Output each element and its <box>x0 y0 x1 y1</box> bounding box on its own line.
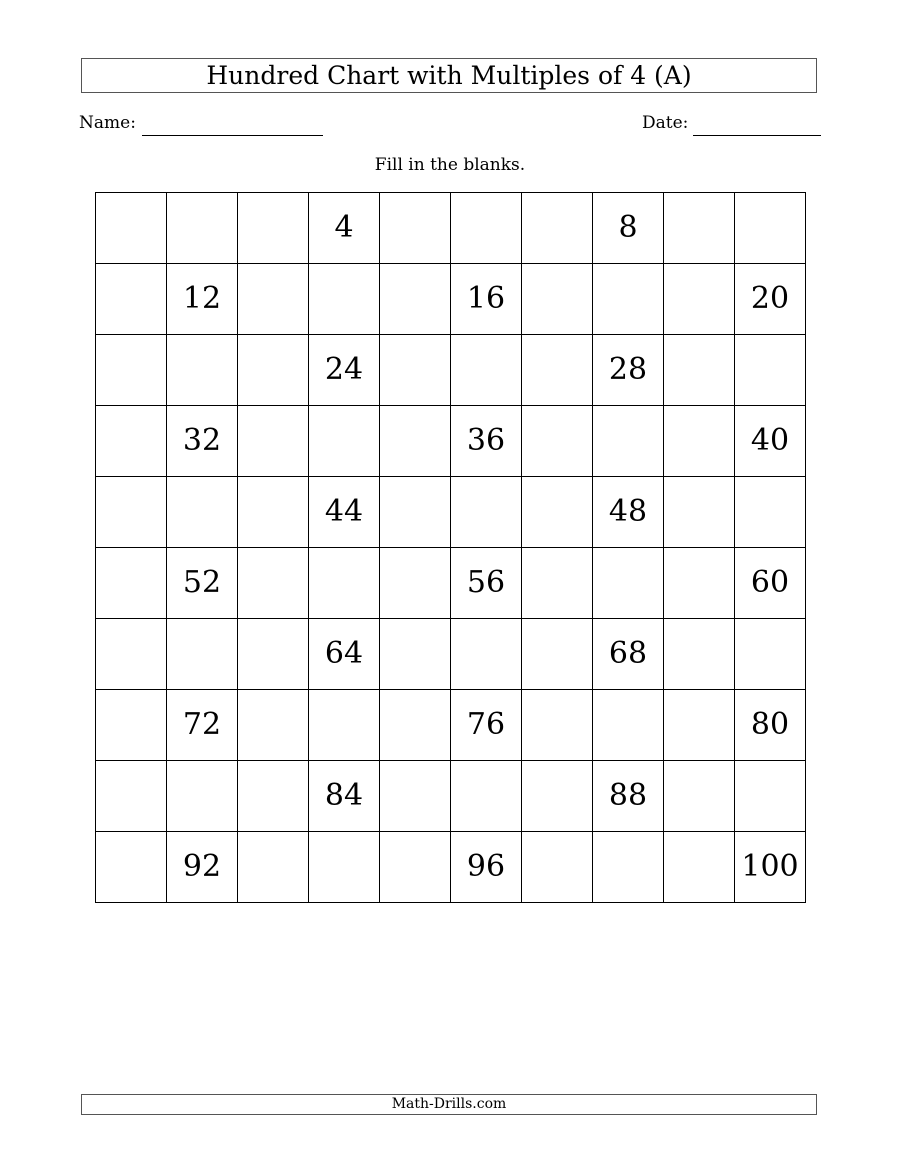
number-cell: 48 <box>593 477 664 548</box>
blank-cell[interactable] <box>238 477 309 548</box>
blank-cell[interactable] <box>380 264 451 335</box>
blank-cell[interactable] <box>522 335 593 406</box>
blank-cell[interactable] <box>238 690 309 761</box>
blank-cell[interactable] <box>380 406 451 477</box>
number-cell: 100 <box>735 832 806 903</box>
hundred-chart-grid <box>95 192 806 903</box>
blank-cell[interactable] <box>238 832 309 903</box>
blank-cell[interactable] <box>522 619 593 690</box>
number-cell: 92 <box>167 832 238 903</box>
number-cell: 40 <box>735 406 806 477</box>
number-cell: 36 <box>451 406 522 477</box>
chart-row <box>96 619 806 690</box>
blank-cell[interactable] <box>735 477 806 548</box>
chart-row <box>96 761 806 832</box>
number-cell: 60 <box>735 548 806 619</box>
chart-row <box>96 406 806 477</box>
number-cell: 72 <box>167 690 238 761</box>
blank-cell[interactable] <box>664 477 735 548</box>
blank-cell[interactable] <box>664 619 735 690</box>
number-cell: 64 <box>309 619 380 690</box>
blank-cell[interactable] <box>96 477 167 548</box>
blank-cell[interactable] <box>522 477 593 548</box>
blank-cell[interactable] <box>96 761 167 832</box>
hundred-chart-body <box>96 193 806 903</box>
blank-cell[interactable] <box>451 335 522 406</box>
chart-row <box>96 832 806 903</box>
blank-cell[interactable] <box>593 264 664 335</box>
blank-cell[interactable] <box>735 619 806 690</box>
blank-cell[interactable] <box>167 477 238 548</box>
blank-cell[interactable] <box>167 619 238 690</box>
blank-cell[interactable] <box>664 832 735 903</box>
chart-row <box>96 548 806 619</box>
blank-cell[interactable] <box>380 477 451 548</box>
blank-cell[interactable] <box>96 193 167 264</box>
blank-cell[interactable] <box>238 548 309 619</box>
blank-cell[interactable] <box>522 193 593 264</box>
blank-cell[interactable] <box>167 761 238 832</box>
date-blank-line[interactable] <box>693 135 821 136</box>
number-cell: 28 <box>593 335 664 406</box>
blank-cell[interactable] <box>380 548 451 619</box>
blank-cell[interactable] <box>522 690 593 761</box>
blank-cell[interactable] <box>735 761 806 832</box>
blank-cell[interactable] <box>309 832 380 903</box>
blank-cell[interactable] <box>380 761 451 832</box>
blank-cell[interactable] <box>309 548 380 619</box>
blank-cell[interactable] <box>664 335 735 406</box>
number-cell: 68 <box>593 619 664 690</box>
number-cell: 80 <box>735 690 806 761</box>
blank-cell[interactable] <box>522 264 593 335</box>
number-cell: 96 <box>451 832 522 903</box>
blank-cell[interactable] <box>451 619 522 690</box>
number-cell: 20 <box>735 264 806 335</box>
blank-cell[interactable] <box>735 335 806 406</box>
number-cell: 56 <box>451 548 522 619</box>
blank-cell[interactable] <box>522 406 593 477</box>
number-cell: 84 <box>309 761 380 832</box>
blank-cell[interactable] <box>238 619 309 690</box>
chart-row <box>96 264 806 335</box>
blank-cell[interactable] <box>309 690 380 761</box>
blank-cell[interactable] <box>96 548 167 619</box>
number-cell: 32 <box>167 406 238 477</box>
blank-cell[interactable] <box>238 193 309 264</box>
blank-cell[interactable] <box>593 690 664 761</box>
blank-cell[interactable] <box>522 832 593 903</box>
worksheet-title: Hundred Chart with Multiples of 4 (A) <box>81 58 817 93</box>
blank-cell[interactable] <box>664 264 735 335</box>
blank-cell[interactable] <box>167 193 238 264</box>
blank-cell[interactable] <box>664 406 735 477</box>
name-label: Name: <box>79 113 136 133</box>
blank-cell[interactable] <box>451 477 522 548</box>
blank-cell[interactable] <box>451 761 522 832</box>
blank-cell[interactable] <box>96 832 167 903</box>
blank-cell[interactable] <box>96 264 167 335</box>
chart-row <box>96 193 806 264</box>
blank-cell[interactable] <box>238 264 309 335</box>
blank-cell[interactable] <box>522 548 593 619</box>
blank-cell[interactable] <box>309 406 380 477</box>
blank-cell[interactable] <box>238 406 309 477</box>
date-label: Date: <box>642 113 689 133</box>
blank-cell[interactable] <box>380 619 451 690</box>
blank-cell[interactable] <box>522 761 593 832</box>
blank-cell[interactable] <box>96 335 167 406</box>
number-cell: 88 <box>593 761 664 832</box>
instructions: Fill in the blanks. <box>374 155 526 175</box>
blank-cell[interactable] <box>96 406 167 477</box>
number-cell: 12 <box>167 264 238 335</box>
blank-cell[interactable] <box>380 690 451 761</box>
blank-cell[interactable] <box>238 761 309 832</box>
chart-row <box>96 690 806 761</box>
footer-source: Math-Drills.com <box>81 1094 817 1115</box>
blank-cell[interactable] <box>593 548 664 619</box>
blank-cell[interactable] <box>96 619 167 690</box>
blank-cell[interactable] <box>664 548 735 619</box>
number-cell: 76 <box>451 690 522 761</box>
chart-row <box>96 477 806 548</box>
blank-cell[interactable] <box>96 690 167 761</box>
number-cell: 44 <box>309 477 380 548</box>
number-cell: 52 <box>167 548 238 619</box>
blank-cell[interactable] <box>309 264 380 335</box>
blank-cell[interactable] <box>593 406 664 477</box>
number-cell: 8 <box>593 193 664 264</box>
blank-cell[interactable] <box>451 193 522 264</box>
blank-cell[interactable] <box>735 193 806 264</box>
number-cell: 24 <box>309 335 380 406</box>
chart-row <box>96 335 806 406</box>
blank-cell[interactable] <box>664 193 735 264</box>
name-blank-line[interactable] <box>142 135 323 136</box>
blank-cell[interactable] <box>167 335 238 406</box>
number-cell: 4 <box>309 193 380 264</box>
blank-cell[interactable] <box>380 193 451 264</box>
number-cell: 16 <box>451 264 522 335</box>
blank-cell[interactable] <box>238 335 309 406</box>
blank-cell[interactable] <box>593 832 664 903</box>
blank-cell[interactable] <box>380 335 451 406</box>
blank-cell[interactable] <box>664 690 735 761</box>
blank-cell[interactable] <box>380 832 451 903</box>
blank-cell[interactable] <box>664 761 735 832</box>
